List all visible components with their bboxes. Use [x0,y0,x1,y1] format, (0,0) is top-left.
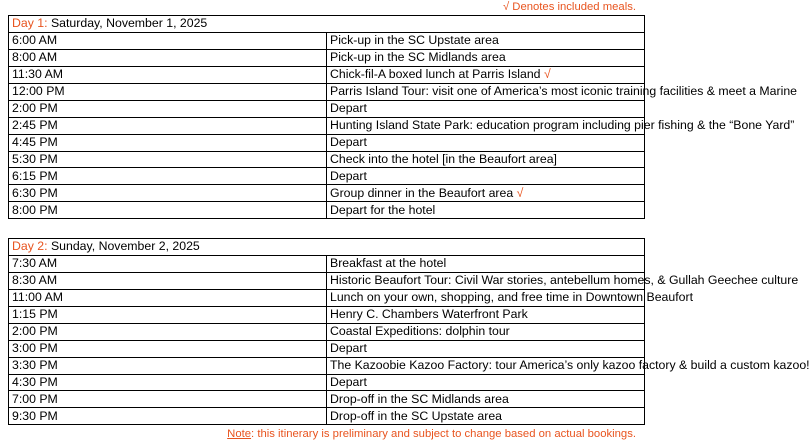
row-activity: Depart [330,168,367,183]
row-activity: Drop-off in the SC Upstate area [330,408,503,423]
itinerary-row [9,391,645,408]
row-activity: Lunch on your own, shopping, and free time in Downtown Beaufort [330,290,693,305]
itinerary-row [9,374,645,391]
itinerary-row [9,32,645,49]
itinerary-row [9,408,645,425]
row-time: 1:15 PM [9,306,327,323]
row-activity: Historic Beaufort Tour: Civil War stories, antebellum homes, & Gullah Geechee culture [330,273,799,288]
itinerary-note [227,427,636,442]
meal-legend [503,0,636,15]
row-activity-cell [327,100,645,117]
row-activity-cell [327,306,645,323]
row-activity: Depart [330,374,367,389]
row-time: 9:30 PM [9,408,327,425]
included-meal-check-icon: √ [516,185,524,200]
itinerary-row [9,100,645,117]
row-activity-cell [327,289,693,306]
row-activity-cell [327,151,645,168]
day1-date: Saturday, November 1, 2025 [47,16,208,31]
row-activity-cell [327,202,645,219]
row-time: 2:00 PM [9,100,327,117]
note-text: : this itinerary is preliminary and subject to change based on actual bookings. [251,428,636,440]
row-activity: Depart for the hotel [330,202,436,217]
row-time: 7:30 AM [9,255,327,272]
itinerary-row [9,323,645,340]
itinerary-row [9,202,645,219]
row-time: 12:00 PM [9,83,327,100]
day1-header-row [9,16,645,33]
day2-rows [9,239,810,425]
itinerary-row [9,306,645,323]
row-activity: Check into the hotel [in the Beaufort area] [330,151,557,166]
row-time: 4:45 PM [9,134,327,151]
row-activity: Depart [330,101,367,116]
itinerary-row [9,255,645,272]
day2-header-row [9,239,645,256]
note-label: Note [227,428,252,440]
row-activity: Hunting Island State Park: education program including pier fishing & the “Bone Yard” [330,118,795,133]
itinerary-row [9,168,645,185]
itinerary-row [9,272,645,289]
row-time: 11:00 AM [9,289,327,306]
row-activity: Coastal Expeditions: dolphin tour [330,324,510,339]
row-activity: Depart [330,135,367,150]
day2-label: Day 2: [12,239,48,254]
row-activity-cell [327,49,645,66]
day1-rows [9,16,798,219]
day1-itinerary-table [8,15,798,219]
row-activity: Chick-fil-A boxed lunch at Parris Island [330,67,544,82]
itinerary-row [9,185,645,202]
day2-itinerary-table [8,238,810,425]
itinerary-row [9,83,645,100]
itinerary-row [9,66,645,83]
row-activity-cell [327,323,645,340]
row-time: 2:45 PM [9,117,327,134]
row-activity-cell [327,340,645,357]
row-time: 8:00 AM [9,49,327,66]
row-activity-cell [327,391,645,408]
row-time: 6:30 PM [9,185,327,202]
row-activity-cell [327,32,645,49]
row-time: 8:00 PM [9,202,327,219]
row-time: 2:00 PM [9,323,327,340]
itinerary-row [9,357,645,374]
included-meal-check-icon: √ [543,67,551,82]
row-activity-cell [327,357,810,374]
day1-header [9,16,645,33]
row-time: 5:30 PM [9,151,327,168]
row-time: 3:00 PM [9,340,327,357]
itinerary-row [9,151,645,168]
row-activity: Drop-off in the SC Midlands area [330,391,509,406]
row-time: 8:30 AM [9,272,327,289]
day1-label: Day 1: [12,16,48,31]
row-time: 3:30 PM [9,357,327,374]
itinerary-row [9,289,645,306]
row-time: 7:00 PM [9,391,327,408]
row-activity: Henry C. Chambers Waterfront Park [330,307,528,322]
row-activity-cell [327,134,645,151]
row-activity-cell [327,272,799,289]
row-activity-cell [327,117,795,134]
row-activity-cell [327,83,798,100]
row-time: 6:00 AM [9,32,327,49]
day2-date: Sunday, November 2, 2025 [47,239,200,254]
day2-header [9,239,645,256]
row-activity: Pick-up in the SC Upstate area [330,33,499,48]
row-activity: Group dinner in the Beaufort area [330,185,517,200]
itinerary-row [9,117,645,134]
row-activity-cell [327,255,645,272]
row-time: 6:15 PM [9,168,327,185]
row-activity: The Kazoobie Kazoo Factory: tour America’s only kazoo factory & build a custom kazoo! [330,358,810,373]
row-activity-cell [327,408,645,425]
row-time: 11:30 AM [9,66,327,83]
row-activity-cell [327,168,645,185]
row-activity: Breakfast at the hotel [330,256,447,271]
row-activity-cell [327,374,645,391]
row-activity-cell [327,66,645,83]
row-activity-cell [327,185,645,202]
row-activity: Parris Island Tour: visit one of America’s most iconic training facilities & meet a Marine [330,84,798,99]
row-activity: Depart [330,341,367,356]
itinerary-row [9,134,645,151]
meal-legend-text: Denotes included meals. [509,1,636,13]
check-mark-icon: √ [502,1,510,13]
row-activity: Pick-up in the SC Midlands area [330,50,506,65]
itinerary-row [9,340,645,357]
row-time: 4:30 PM [9,374,327,391]
itinerary-row [9,49,645,66]
